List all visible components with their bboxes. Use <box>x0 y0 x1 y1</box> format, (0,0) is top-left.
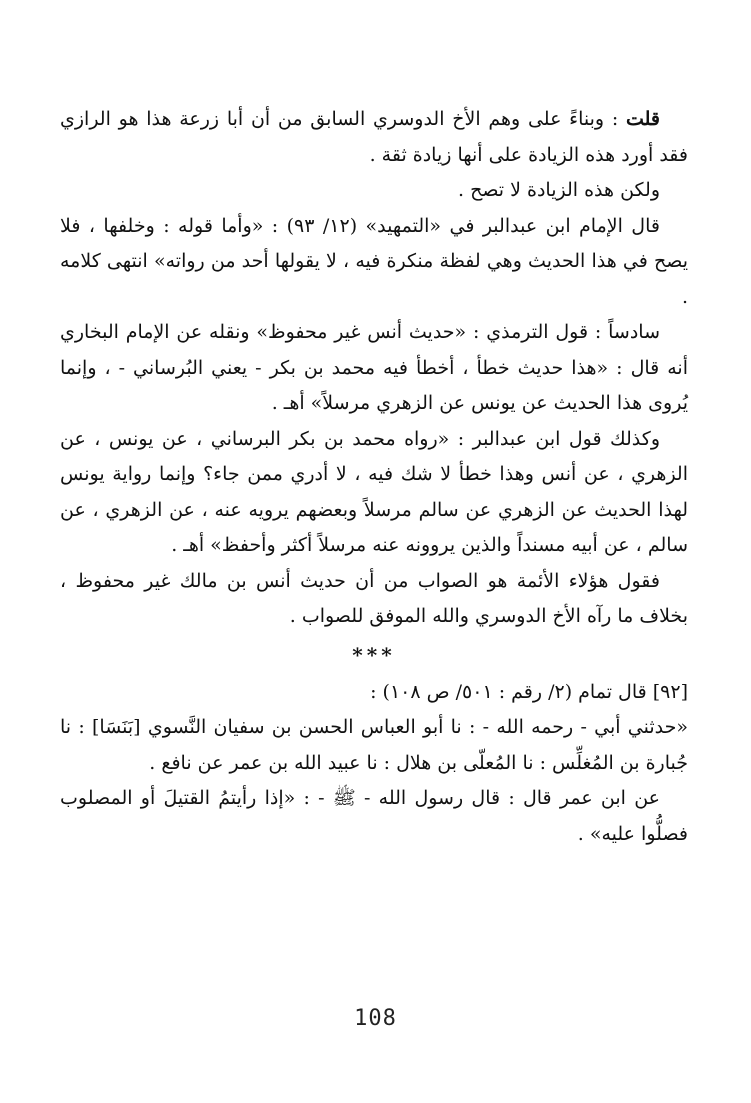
section-separator: *** <box>352 642 396 667</box>
paragraph-lead-word: قلت <box>625 108 660 130</box>
paragraph-ibn-abdulbarr-riwaya: وكذلك قول ابن عبدالبر : «رواه محمد بن بكر البرساني ، عن يونس ، عن الزهري ، عن أنس وهذا خطأ لا شك فيه ، لا أدري ممن جاء؟ وإنما رواية يونس لهذا الحديث عن الزهري عن سالم مرسلاً وبعضهم يرويه عنه ، عن الزهري ، عن سالم ، عن أبيه مسنداً والذين يروونه عنه مرسلاً أكثر وأحفظ» أهـ . <box>60 427 688 556</box>
paragraph-matn: عن ابن عمر قال : قال رسول الله - ﷺ - : «إذا رأيتمُ القتيلَ أو المصلوب فصلُّوا عليه» . <box>60 787 688 845</box>
paragraph-sixth-tirmidhi: سادساً : قول الترمذي : «حديث أنس غير محفوظ» ونقله عن الإمام البخاري أنه قال : «هذا حديث خطأ ، أخطأ فيه محمد بن بكر - يعني البُرساني - ، وإنما يُروى هذا الحديث عن يونس عن الزهري مرسلاً» أهـ . <box>60 321 688 414</box>
paragraph-isnad: «حدثني أبي - رحمه الله - : نا أبو العباس الحسن بن سفيان النَّسوي [بَنَسَا] : نا جُبارة بن المُغلِّس : نا المُعلّى بن هلال : نا عبيد الله بن عمر عن نافع . <box>60 716 688 774</box>
paragraph-ibn-abdulbarr-tamheed: قال الإمام ابن عبدالبر في «التمهيد» (١٢/ ٩٣) : «وأما قوله : وخلفها ، فلا يصح في هذا الحديث وهي لفظة منكرة فيه ، لا يقولها أحد من رواته» انتهى كلامه . <box>60 214 688 308</box>
hadith-heading: [٩٢] قال تمام (٢/ رقم : ٥٠١/ ص ١٠٨) : <box>370 680 688 703</box>
paragraph-conclusion: فقول هؤلاء الأئمة هو الصواب من أن حديث أنس بن مالك غير محفوظ ، بخلاف ما رآه الأخ الدوسري والله الموفق للصواب . <box>60 569 688 627</box>
page-body <box>60 102 688 852</box>
paragraph-text: : وبناءً على وهم الأخ الدوسري السابق من أن أبا زرعة هذا هو الرازي فقد أورد هذه الزيادة على أنها زيادة ثقة . <box>60 108 688 166</box>
paragraph-addition-invalid: ولكن هذه الزيادة لا تصح . <box>457 179 660 201</box>
page-number: 108 <box>354 1006 397 1031</box>
paragraph-qult <box>60 102 688 173</box>
